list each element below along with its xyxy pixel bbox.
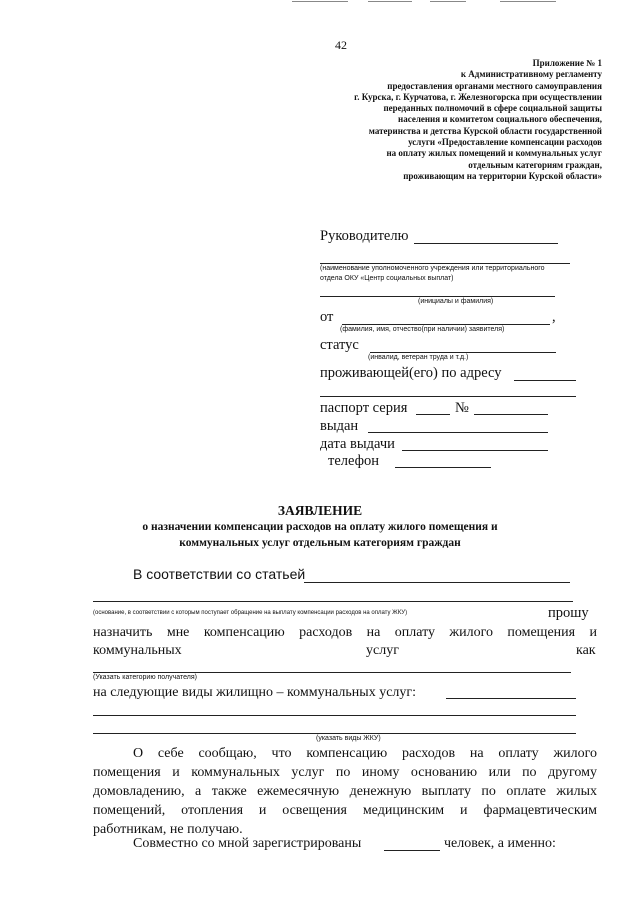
passport-number-field[interactable] bbox=[474, 414, 548, 415]
document-subtitle: о назначении компенсации расходов на оплату жилого помещения и bbox=[142, 521, 498, 533]
appendix-line: предоставления органами местного самоуправления bbox=[387, 80, 602, 91]
issued-field[interactable] bbox=[368, 432, 548, 433]
about-paragraph-line: О себе сообщаю, что компенсацию расходов на оплату жилого bbox=[133, 746, 597, 761]
hint-basis: (основание, в соответствии с которым поступает обращение на выплату компенсации расходов на оплату ЖКУ) bbox=[93, 610, 408, 616]
status-field[interactable] bbox=[370, 352, 556, 353]
about-paragraph-line: помещения и коммунальных услуг по иному основанию или по другому bbox=[93, 765, 597, 780]
hint-institution: (наименование уполномоченного учреждения или территориального bbox=[320, 265, 545, 272]
hint-status: (инвалид, ветеран труда и т.д.) bbox=[368, 354, 469, 361]
issued-label: выдан bbox=[320, 418, 359, 434]
scan-top-line bbox=[368, 1, 412, 2]
appendix-line: переданных полномочий в сфере социальной защиты bbox=[383, 103, 602, 114]
passport-series-field[interactable] bbox=[416, 414, 450, 415]
communal-word: коммунальных bbox=[93, 643, 182, 658]
appendix-line: Приложение № 1 bbox=[532, 58, 602, 68]
as-word: как bbox=[576, 643, 596, 658]
status-label: статус bbox=[320, 337, 359, 353]
hint-fullname: (фамилия, имя, отчество(при наличии) заявителя) bbox=[340, 326, 505, 333]
phone-label: телефон bbox=[328, 453, 380, 469]
hint-category: (Указать категорию получателя) bbox=[93, 674, 198, 681]
addressee-field[interactable] bbox=[414, 243, 558, 244]
issue-date-field[interactable] bbox=[402, 450, 548, 451]
appendix-line: материнства и детства Курской области государственной bbox=[368, 125, 602, 136]
appendix-line: г. Курска, г. Курчатова, г. Железногорска при осуществлении bbox=[354, 91, 602, 102]
to-label: Руководителю bbox=[320, 228, 409, 244]
basis-field[interactable] bbox=[93, 601, 573, 602]
document-title: ЗАЯВЛЕНИЕ bbox=[277, 503, 363, 518]
scan-top-line bbox=[292, 1, 348, 2]
ask-word: прошу bbox=[548, 605, 589, 621]
address-field-2[interactable] bbox=[320, 396, 576, 397]
registered-suffix: человек, а именно: bbox=[444, 836, 556, 851]
according-label: В соответствии со статьей bbox=[133, 566, 306, 582]
scan-top-line bbox=[430, 1, 466, 2]
document-subtitle: коммунальных услуг отдельным категориям граждан bbox=[179, 537, 461, 549]
appendix-line: проживающим на территории Курской области» bbox=[403, 170, 602, 181]
registered-label: Совместно со мной зарегистрированы bbox=[133, 836, 362, 851]
address-label: проживающей(его) по адресу bbox=[320, 365, 502, 381]
hint-institution: отдела ОКУ «Центр социальных выплат) bbox=[320, 275, 454, 282]
services-word: услуг bbox=[366, 643, 399, 658]
institution-field[interactable] bbox=[320, 263, 570, 264]
appendix-line: к Административному регламенту bbox=[460, 69, 602, 80]
assign-text: назначить мне компенсацию расходов на оплату жилого помещения и bbox=[93, 625, 597, 640]
services-field-3[interactable] bbox=[93, 733, 576, 734]
appendix-line: на оплату жилых помещений и коммунальных услуг bbox=[386, 148, 602, 159]
article-field[interactable] bbox=[304, 582, 570, 583]
about-paragraph-line: работникам, не получаю. bbox=[93, 822, 243, 837]
appendix-line: населения и комитетом социального обеспечения, bbox=[398, 114, 602, 125]
appendix-line: услуги «Предоставление компенсации расходов bbox=[408, 137, 602, 148]
hint-services: (указать виды ЖКУ) bbox=[316, 735, 381, 742]
about-paragraph-line: помещений, отопления и освещения медицинским и фармацевтическим bbox=[93, 803, 597, 818]
from-label: от bbox=[320, 309, 334, 325]
fullname-field[interactable] bbox=[342, 324, 550, 325]
issue-date-label: дата выдачи bbox=[320, 436, 395, 452]
number-sign: № bbox=[455, 400, 469, 416]
scan-top-line bbox=[500, 1, 556, 2]
appendix-block bbox=[282, 58, 602, 182]
page-number: 42 bbox=[335, 38, 347, 52]
services-label: на следующие виды жилищно – коммунальных услуг: bbox=[93, 685, 417, 700]
registered-count-field[interactable] bbox=[384, 850, 440, 851]
passport-label: паспорт серия bbox=[320, 400, 408, 416]
services-field-2[interactable] bbox=[93, 715, 576, 716]
about-paragraph-line: домовладению, а также ежемесячную денежную выплату по оплате жилых bbox=[93, 784, 597, 799]
initials-field[interactable] bbox=[320, 296, 555, 297]
phone-field[interactable] bbox=[395, 467, 491, 468]
category-field[interactable] bbox=[93, 672, 571, 673]
address-field[interactable] bbox=[514, 380, 576, 381]
services-field[interactable] bbox=[446, 698, 576, 699]
appendix-line: отдельным категориям граждан, bbox=[468, 159, 602, 170]
hint-initials: (инициалы и фамилия) bbox=[418, 298, 494, 305]
